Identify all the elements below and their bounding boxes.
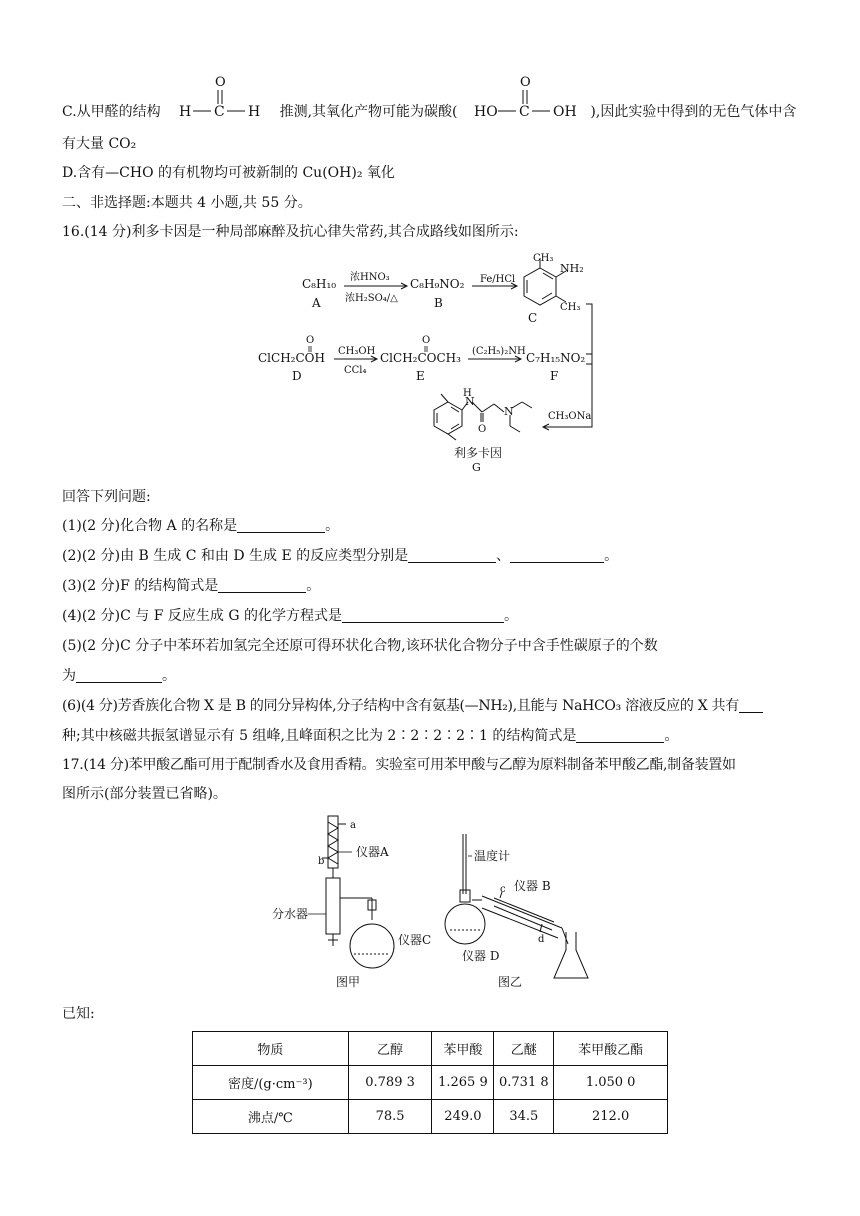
q16-part6b-text: 种;其中核磁共振氢谱显示有 5 组峰,且峰面积之比为 2∶2∶2∶2∶1 的结构简式是 [62,728,577,744]
answer-blank[interactable] [510,548,604,563]
table-header-cell: 乙醇 [348,1032,432,1066]
q16-part4-text: (4)(2 分)C 与 F 反应生成 G 的化学方程式是 [62,608,342,624]
reagent-ch3ona: CH₃ONa [548,411,592,422]
compound-g-o: O [478,424,487,435]
carbonic-c: C [518,104,530,120]
properties-table [192,1031,668,1134]
label-thermometer: 温度计 [474,849,511,863]
period: 。 [664,728,679,744]
compound-b-formula: C₈H₉NO₂ [410,277,465,291]
option-c-suffix: ),因此实验中得到的无色气体中含 [590,104,797,120]
known-label: 已知: [62,1006,95,1022]
reagent-fe-hcl: Fe/HCl [480,274,516,285]
table-cell: 0.731 8 [494,1066,554,1100]
q16-stem: 16.(14 分)利多卡因是一种局部麻醉及抗心律失常药,其合成路线如图所示: [62,224,519,240]
compound-d-label: D [292,369,302,383]
compound-c-ch3-right: CH₃ [560,302,581,313]
compound-a-formula: C₈H₁₀ [302,277,337,291]
table-header-cell: 苯甲酸 [432,1032,494,1066]
compound-g-n2: N [504,405,514,418]
q17-stem-line2: 图所示(部分装置已省略)。 [62,786,227,802]
q17-stem-line1: 17.(14 分)苯甲酸乙酯可用于配制香水及食用香精。实验室可用苯甲酸与乙醇为原料制备苯甲酸乙酯,制备装置如 [62,757,736,773]
separator: 、 [496,548,511,564]
answer-blank[interactable] [342,608,504,623]
answer-blank[interactable] [739,698,763,713]
compound-g-label: G [472,461,481,474]
q16-part6-line2 [62,727,678,745]
option-c-line1 [62,75,797,121]
compound-c-nh2: NH₂ [560,262,584,275]
table-cell: 34.5 [494,1100,554,1134]
table-cell: 212.0 [554,1100,668,1134]
table-cell: 沸点/℃ [193,1100,349,1134]
option-c-prefix: C.从甲醛的结构 [62,104,161,120]
period: 。 [604,548,619,564]
option-c-line2: 有大量 CO₂ [62,136,137,152]
q16-part6-text: (6)(4 分)芳香族化合物 X 是 B 的同分异构体,分子结构中含有氨基(—NH₂),且能与 NaHCO₃ 溶液反应的 X 共有 [62,698,739,714]
compound-e-label: E [416,369,425,383]
carbonic-oh: OH [552,104,577,120]
q16-part4 [62,607,518,625]
q16-part3-text: (3)(2 分)F 的结构简式是 [62,578,219,594]
q16-part3 [62,577,320,595]
label-instrument-a: 仪器A [356,845,389,859]
q16-part2-text: (2)(2 分)由 B 生成 C 和由 D 生成 E 的反应类型分别是 [62,548,409,564]
formaldehyde-c: C [214,104,225,120]
formaldehyde-h2: H [248,104,261,120]
table-row [193,1066,668,1100]
compound-g-n1: N [465,395,475,408]
reagent-ch3oh: CH₃OH [338,346,376,357]
compound-d-o: O [306,335,315,346]
compound-c-ch3-top: CH₃ [533,253,554,264]
compound-f-label: F [550,369,559,383]
formaldehyde-h1: H [179,104,192,120]
table-cell: 78.5 [348,1100,432,1134]
reagent-diethylamine: (C₂H₅)₂NH [472,346,526,357]
table-cell: 0.789 3 [348,1066,432,1100]
option-d: D.含有—CHO 的有机物均可被新制的 Cu(OH)₂ 氧化 [62,165,395,181]
table-cell: 249.0 [432,1100,494,1134]
compound-d-formula: ClCH₂COH [258,351,325,365]
q16-part5-line2 [62,667,176,685]
synthesis-route-diagram [258,252,618,474]
apparatus-a [322,816,394,968]
answer-intro: 回答下列问题: [62,489,151,505]
label-instrument-b: 仪器 B [514,879,551,893]
period: 。 [162,668,176,684]
carbonic-acid-structure [474,74,582,120]
formaldehyde-structure [179,74,269,120]
carbonic-o: O [519,75,531,90]
caption-fig-a: 图甲 [336,975,361,989]
table-header-cell: 乙醚 [494,1032,554,1066]
answer-blank[interactable] [76,668,162,683]
q16-part1 [62,517,339,535]
reagent-ccl4: CCl₄ [344,365,367,376]
label-c: c [500,884,506,895]
compound-a-label: A [312,296,321,310]
label-instrument-d: 仪器 D [462,949,500,963]
formaldehyde-o: O [215,75,226,90]
table-row [193,1100,668,1134]
answer-blank[interactable] [576,728,664,743]
compound-b-label: B [434,296,443,310]
period: 。 [503,608,518,624]
q16-part2 [62,547,618,565]
table-header-cell: 物质 [193,1032,349,1066]
table-header-cell: 苯甲酸乙酯 [554,1032,668,1066]
reagent-hno3: 浓HNO₃ [350,272,390,283]
compound-e-o: O [422,335,431,346]
q16-part5b-text: 为 [62,668,76,684]
table-cell: 密度/(g·cm⁻³) [193,1066,349,1100]
option-c-mid: 推测,其氧化产物可能为碳酸( [279,104,458,120]
compound-e-formula: ClCH₂COCH₃ [380,351,461,365]
table-header-row [193,1032,668,1066]
table-cell: 1.050 0 [554,1066,668,1100]
answer-blank[interactable] [408,548,496,563]
label-instrument-c: 仪器C [398,933,432,947]
reagent-h2so4: 浓H₂SO₄/△ [345,293,398,304]
q16-part6 [62,697,763,715]
label-b: b [318,856,325,867]
compound-g-name: 利多卡因 [454,446,503,460]
apparatus-diagram [272,812,602,994]
q16-part5: (5)(2 分)C 分子中苯环若加氢完全还原可得环状化合物,该环状化合物分子中含手性碳原子的个数 [62,638,658,654]
compound-g-h: H [463,388,472,399]
carbonic-ho: HO [473,104,498,120]
label-a: a [350,820,356,831]
answer-blank[interactable] [218,578,306,593]
section-2-heading: 二、非选择题:本题共 4 小题,共 55 分。 [62,195,312,211]
period: 。 [325,518,340,534]
label-d: d [538,934,545,945]
answer-blank[interactable] [237,518,325,533]
compound-f-formula: C₇H₁₅NO₂ [526,351,586,365]
table-cell: 1.265 9 [432,1066,494,1100]
label-separator: 分水器 [272,907,309,921]
q16-part1-text: (1)(2 分)化合物 A 的名称是 [62,518,238,534]
compound-c-label: C [528,311,538,325]
period: 。 [306,578,321,594]
caption-fig-b: 图乙 [498,975,523,989]
